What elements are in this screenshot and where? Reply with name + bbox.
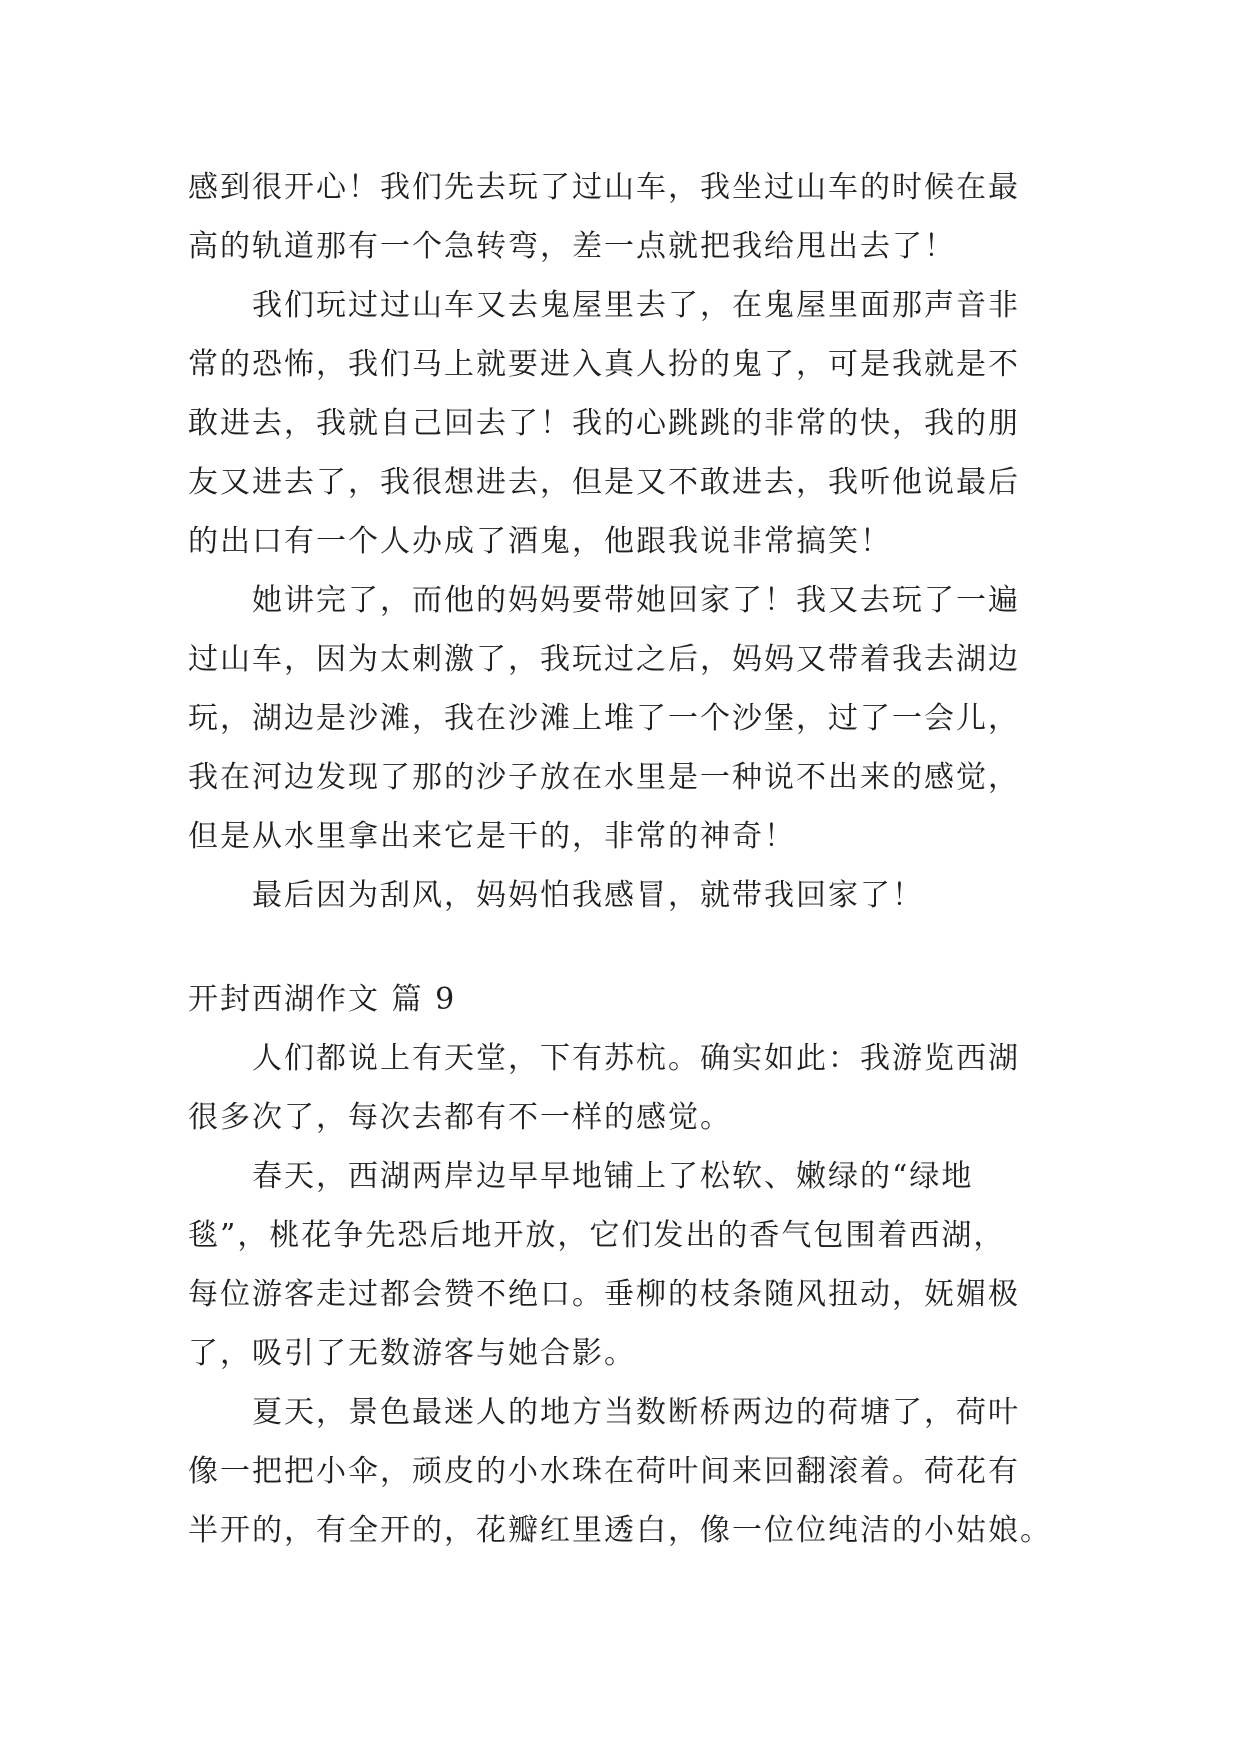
text-line: 过山车，因为太刺激了，我玩过之后，妈妈又带着我去湖边 — [188, 642, 1020, 677]
document-body — [188, 158, 1068, 1560]
text-line: 友又进去了，我很想进去，但是又不敢进去，我听他说最后 — [188, 465, 1020, 500]
text-line: 她讲完了，而他的妈妈要带她回家了！我又去玩了一遍 — [252, 583, 1020, 618]
text-line: 我在河边发现了那的沙子放在水里是一种说不出来的感觉， — [188, 760, 1020, 795]
text-line: 夏天，景色最迷人的地方当数断桥两边的荷塘了，荷叶 — [252, 1395, 1020, 1430]
text-line: 的出口有一个人办成了酒鬼，他跟我说非常搞笑！ — [188, 524, 892, 559]
paragraph-3 — [188, 571, 1068, 866]
text-line: 半开的，有全开的，花瓣红里透白，像一位位纯洁的小姑娘。 — [188, 1513, 1052, 1548]
text-line: 最后因为刮风，妈妈怕我感冒，就带我回家了！ — [252, 878, 924, 913]
section-spacer — [188, 925, 1068, 970]
text-line: 每位游客走过都会赞不绝口。垂柳的枝条随风扭动，妩媚极 — [188, 1277, 1020, 1312]
text-line: 高的轨道那有一个急转弯，差一点就把我给甩出去了！ — [188, 229, 956, 264]
paragraph-5 — [188, 1029, 1068, 1147]
paragraph-2 — [188, 276, 1068, 571]
paragraph-7 — [188, 1383, 1068, 1560]
text-line: 人们都说上有天堂，下有苏杭。确实如此：我游览西湖 — [252, 1041, 1020, 1076]
text-line: 毯”，桃花争先恐后地开放，它们发出的香气包围着西湖， — [188, 1218, 1006, 1253]
paragraph-4 — [188, 866, 1068, 925]
text-line: 我们玩过过山车又去鬼屋里去了，在鬼屋里面那声音非 — [252, 288, 1020, 323]
text-line: 常的恐怖，我们马上就要进入真人扮的鬼了，可是我就是不 — [188, 347, 1020, 382]
text-line: 春天，西湖两岸边早早地铺上了松软、嫩绿的“绿地 — [252, 1159, 974, 1194]
text-line: 像一把把小伞，顽皮的小水珠在荷叶间来回翻滚着。荷花有 — [188, 1454, 1020, 1489]
text-line: 但是从水里拿出来它是干的，非常的神奇！ — [188, 819, 796, 854]
text-line: 了，吸引了无数游客与她合影。 — [188, 1336, 636, 1371]
section-heading: 开封西湖作文 篇 9 — [188, 982, 457, 1017]
paragraph-1 — [188, 158, 1068, 276]
text-line: 玩，湖边是沙滩，我在沙滩上堆了一个沙堡，过了一会儿， — [188, 701, 1020, 736]
text-line: 感到很开心！我们先去玩了过山车，我坐过山车的时候在最 — [188, 170, 1020, 205]
paragraph-6 — [188, 1147, 1068, 1383]
text-line: 很多次了，每次去都有不一样的感觉。 — [188, 1100, 732, 1135]
text-line: 敢进去，我就自己回去了！我的心跳跳的非常的快，我的朋 — [188, 406, 1020, 441]
